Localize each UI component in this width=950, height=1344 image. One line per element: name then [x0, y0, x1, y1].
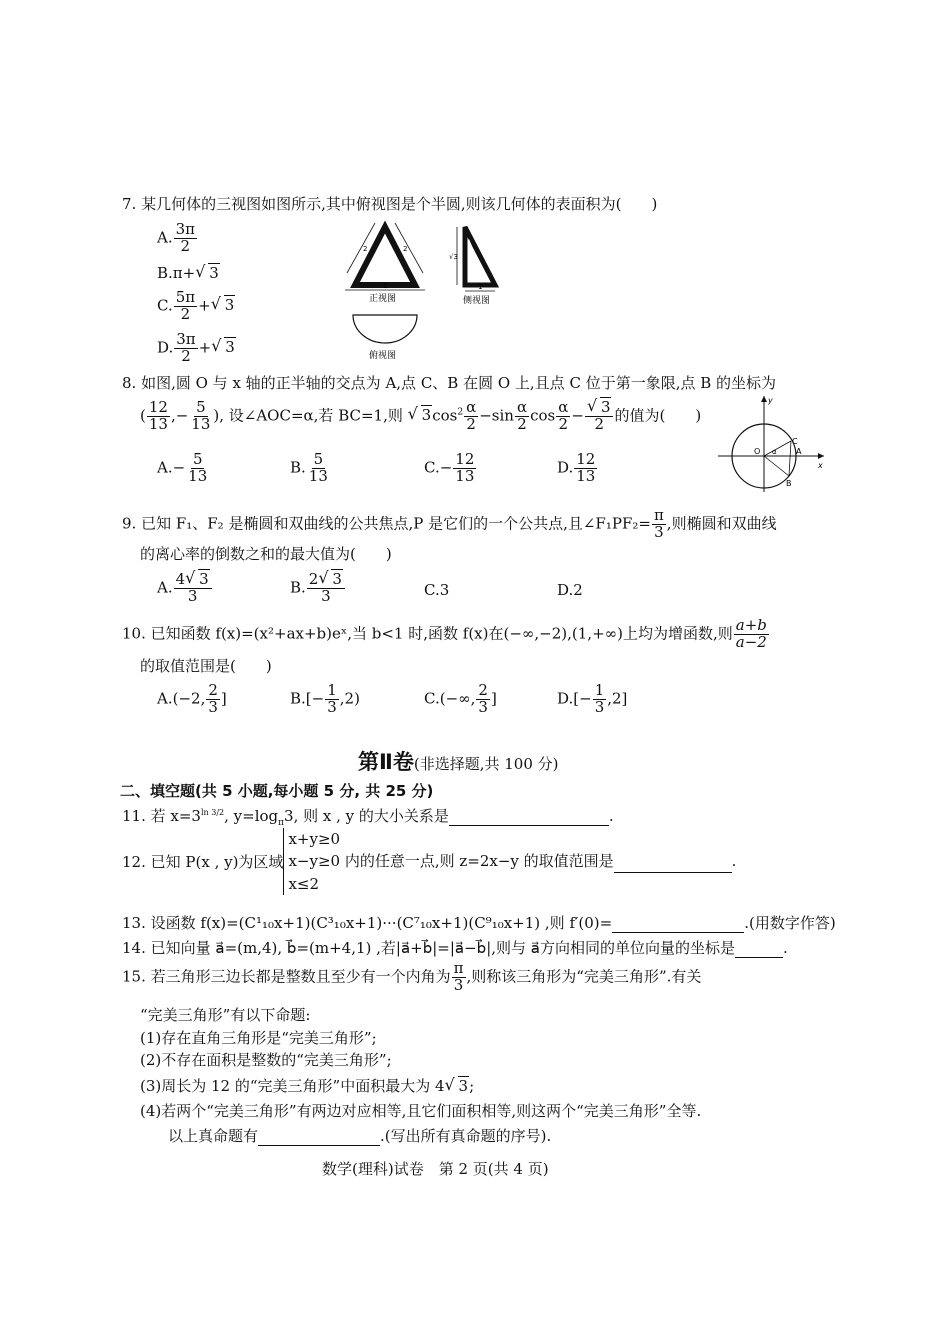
- q15-proposition-2: (2)不存在面积是整数的“完美三角形”;: [140, 1051, 392, 1069]
- q9-option-d: D.2: [557, 581, 583, 599]
- q7-stem: 7. 某几何体的三视图如图所示,其中俯视图是个半圆,则该几何体的表面积为( ): [122, 195, 658, 213]
- fig-label-alpha: α: [772, 448, 777, 456]
- front-dim-bottom: 2: [383, 282, 388, 290]
- section2-heading: 二、填空题(共 5 小题,每小题 5 分, 共 25 分): [120, 782, 434, 800]
- page-footer: 数学(理科)试卷 第 2 页(共 4 页): [322, 1160, 549, 1178]
- q15-line1: 15. 若三角形三边长都是整数且至少有一个内角为 $\frac{\pi}{3}$ ,则称该三角形为“完美三角形”.有关: [122, 959, 702, 994]
- top-caption: 俯视图: [369, 351, 397, 361]
- side-caption: 侧视图: [463, 296, 491, 306]
- q9-option-a: A. 4 √ 3 3: [157, 572, 213, 605]
- q7-option-a: A. $\frac{3\pi}{2}$: [157, 220, 196, 255]
- q9-option-c: C.3: [424, 581, 450, 599]
- front-caption: 正视图: [369, 294, 397, 304]
- q12-text: 12. 已知 P(x , y)为区域x+y≥0 x−y≥0 内的任意一点,则 z=2x−y 的取值范围是 . x≤2: [122, 830, 737, 893]
- q10-option-c: C.(−∞, $\frac{2}{3}$ ]: [424, 681, 497, 716]
- q10-option-b: B.[− $\frac{1}{3}$ ,2): [290, 681, 360, 716]
- side-view: [449, 227, 495, 306]
- q10-line1: 10. 已知函数 f(x)=(x²+ax+b)eˣ,当 b<1 时,函数 f(x)在(−∞,−2),(1,+∞)上均为增函数,则 $\frac{a+b}{a-2}$: [122, 616, 767, 651]
- q15-last-line: 以上真命题有 .(写出所有真命题的序号).: [168, 1127, 552, 1145]
- side-dim-bottom: 1: [478, 283, 483, 291]
- fig-label-b: B: [786, 479, 792, 488]
- q11-answer-blank[interactable]: [449, 807, 609, 826]
- q15-proposition-4: (4)若两个“完美三角形”有两边对应相等,且它们面积相等,则这两个“完美三角形”全等.: [140, 1102, 702, 1120]
- q11-text: 11. 若 $x=3^{ln 3/2}$, $y=\log_\pi 3$, 则 x , y 的大小关系是 .: [122, 807, 614, 828]
- front-view: [345, 223, 425, 304]
- q15-proposition-1: (1)存在直角三角形是“完美三角形”;: [140, 1029, 377, 1047]
- q7-option-b: B.π+ √ 3: [157, 262, 219, 282]
- top-view: [353, 315, 417, 361]
- q15-proposition-3: (3)周长为 12 的“完美三角形”中面积最大为 4 √ 3;: [140, 1075, 475, 1095]
- fig-label-c: C: [792, 437, 798, 446]
- q7-option-d: D. $\frac{3\pi}{2}$ + √ 3: [157, 330, 235, 365]
- q15-answer-blank[interactable]: [258, 1127, 380, 1146]
- fig-label-a: A: [796, 447, 802, 456]
- q9-line1: 9. 已知 F₁、F₂ 是椭圆和双曲线的公共焦点,P 是它们的一个公共点,且∠F₁PF₂= $\frac{\pi}{3}$ ,则椭圆和双曲线: [122, 506, 777, 541]
- q12-constraint-system: x+y≥0 x−y≥0 内的任意一点,则 z=2x−y 的取值范围是 . x≤2: [283, 828, 736, 895]
- q9-line2: 的离心率的倒数之和的最大值为( ): [140, 545, 392, 563]
- q8-option-c: C.− $\frac{12}{13}$: [424, 450, 475, 485]
- q10-line2: 的取值范围是( ): [140, 657, 272, 675]
- q9-option-b: B. 2 √ 3 3: [290, 572, 346, 605]
- q15-line2: “完美三角形”有以下命题:: [140, 1006, 311, 1024]
- fig-label-x: x: [818, 461, 823, 470]
- q7-option-c: C. $\frac{5\pi}{2}$ + √ 3: [157, 288, 235, 323]
- fig-label-o: O: [754, 447, 761, 456]
- q12-answer-blank[interactable]: [614, 850, 732, 873]
- part2-title: 第Ⅱ卷(非选择题,共 100 分): [358, 750, 559, 774]
- q10-option-d: D.[− $\frac{1}{3}$ ,2]: [557, 681, 628, 716]
- q8-line1: 8. 如图,圆 O 与 x 轴的正半轴的交点为 A,点 C、B 在圆 O 上,且点 C 位于第一象限,点 B 的坐标为: [122, 374, 777, 392]
- front-dim-left: 2: [363, 245, 368, 253]
- q14-answer-blank[interactable]: [735, 939, 783, 958]
- q8-option-a: A.− $\frac{5}{13}$: [157, 450, 208, 485]
- q8-option-b: B. $\frac{5}{13}$: [290, 450, 328, 485]
- fig-label-y: y: [768, 396, 773, 405]
- q8-option-d: D. $\frac{12}{13}$: [557, 450, 596, 485]
- three-view-figure: [335, 215, 515, 365]
- unit-circle-figure: [712, 392, 830, 494]
- side-dim-height: √3: [449, 253, 458, 261]
- q14-text: 14. 已知向量 a⃗=(m,4), b⃗=(m+4,1) ,若|a⃗+b⃗|=|a⃗−b⃗|,则与 a⃗方向相同的单位向量的坐标是 .: [122, 939, 788, 957]
- q13-answer-blank[interactable]: [612, 914, 744, 933]
- front-dim-right: 2: [403, 245, 408, 253]
- q10-option-a: A.(−2, $\frac{2}{3}$ ]: [157, 681, 227, 716]
- q8-line2: ( $\frac{12}{13}$ ,− $\frac{5}{13}$ ), 设∠AOC=α,若 BC=1,则 √ $3\cos^2$ $\frac{\alpha}{2}$ −sin $\frac{\alpha}{2}$ cos $\frac{\alpha}{2}$ − √ 3 2 的值为( ): [140, 396, 702, 433]
- q13-text: 13. 设函数 f(x)=(C¹₁₀x+1)(C³₁₀x+1)···(C⁷₁₀x+1)(C⁹₁₀x+1) ,则 f′(0)= .(用数字作答): [122, 914, 836, 932]
